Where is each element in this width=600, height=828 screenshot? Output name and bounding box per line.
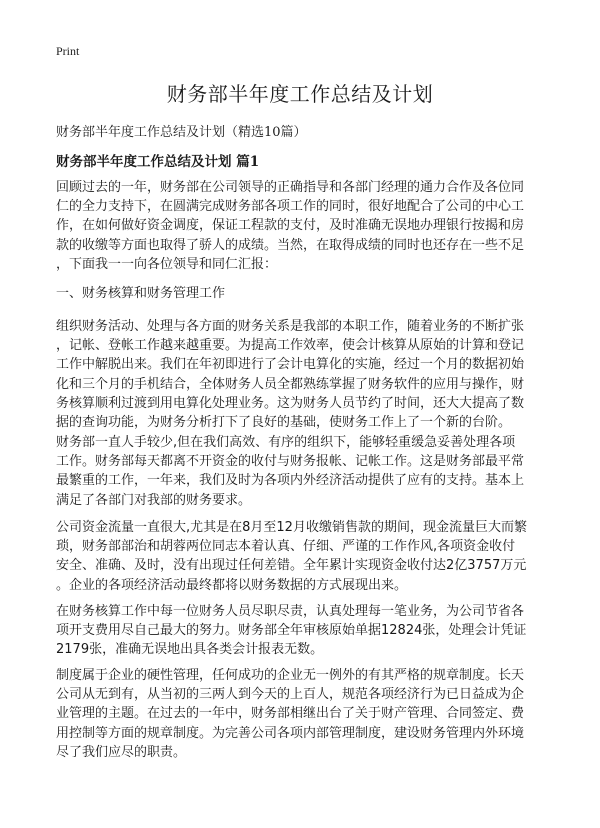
text-line: 款的收缴等方面也取得了骄人的成绩。当然，在取得成绩的同时也还存在一些不足: [56, 237, 525, 253]
paragraph-review: [56, 602, 554, 660]
text-line: ，记帐、登帐工作越来越重要。为提高工作效率，使会计核算从原始的计算和登记: [56, 338, 525, 354]
page-title: 财务部半年度工作总结及计划: [166, 82, 434, 106]
paragraph-cashflow: [56, 518, 554, 595]
text-line: 最繁重的工作，一年来，我们及时为各项内外经济活动提供了应有的支持。基本上: [56, 473, 525, 489]
text-line: 项开支费用尽自己最大的努力。财务部全年审核原始单据12824张，处理会计凭证: [56, 623, 527, 639]
text-line: 据的查询功能，为财务分析打下了良好的基础，使财务工作上了一个新的台阶。: [56, 415, 512, 431]
text-line: 尽了我们应尽的职责。: [56, 744, 187, 760]
text-line: 琐，财务部部治和胡蓉两位同志本着认真、仔细、严谨的工作作风,各项资金收付: [56, 539, 516, 555]
text-line: 满足了各部门对我部的财务要求。: [56, 492, 252, 508]
text-line: 回顾过去的一年，财务部在公司领导的正确指导和各部门经理的通力合作及各位同: [56, 180, 525, 195]
text-line: 在财务核算工作中每一位财务人员尽职尽责，认真处理每一笔业务，为公司节省各: [56, 604, 525, 619]
paragraph-regulations: [56, 666, 554, 762]
text-line: 制度属于企业的硬性管理，任何成功的企业无一例外的有其严格的规章制度。长天: [56, 668, 525, 683]
text-line: 仁的全力支持下，在圆满完成财务部各项工作的同时，很好地配合了公司的中心工: [56, 199, 525, 215]
text-line: 安全、准确、及时，没有出现过任何差错。全年累计实现资金收付达2亿3757万元: [56, 558, 527, 574]
paragraph-accounting: [56, 317, 554, 432]
text-line: 作，在如何做好资金调度，保证工程款的支付，及时准确无误地办理银行按揭和房: [56, 218, 525, 234]
text-line: 务核算顺利过渡到用电算化处理业务。这为财务人员节约了时间，还大大提高了数: [56, 395, 525, 411]
text-line: 公司从无到有，从当初的三两人到今天的上百人，规范各项经济行为已日益成为企: [56, 687, 525, 703]
text-line: 2179张，准确无误地出具各类会计报表无数。: [56, 642, 324, 658]
text-line: 公司资金流量一直很大,尤其是在8月至12月收缴销售款的期间，现金流量巨大而繁: [56, 520, 527, 535]
text-line: 一、财务核算和财务管理工作: [56, 286, 226, 301]
section-heading: 财务部半年度工作总结及计划 篇1: [56, 154, 260, 170]
document-subtitle: 财务部半年度工作总结及计划（精选10篇）: [56, 125, 307, 140]
text-line: 财务部一直人手较少,但在我们高效、有序的组织下，能够轻重缓急妥善处理各项: [56, 435, 516, 450]
text-line: 组织财务活动、处理与各方面的财务关系是我部的本职工作，随着业务的不断扩张: [56, 319, 525, 334]
paragraph-heading-finance: [56, 284, 554, 303]
text-line: ，下面我一一向各位领导和同仁汇报：: [56, 256, 278, 272]
text-line: 工作。财务部每天都离不开资金的收付与财务报帐、记帐工作。这是财务部最平常: [56, 454, 525, 470]
text-line: 用控制等方面的规章制度。为完善公司各项内部管理制度，建设财务管理内外环境: [56, 725, 525, 741]
paragraph-staffing: [56, 433, 554, 510]
text-line: 工作中解脱出来。我们在年初即进行了会计电算化的实施，经过一个月的数据初始: [56, 357, 525, 373]
print-link[interactable]: Print: [56, 44, 80, 58]
paragraph-intro: [56, 178, 554, 274]
text-line: 。企业的各项经济活动最终都将以财务数据的方式展现出来。: [56, 577, 408, 593]
text-line: 化和三个月的手机结合，全体财务人员全都熟练掌握了财务软件的应用与操作，财: [56, 376, 525, 392]
text-line: 业管理的主题。在过去的一年中，财务部相继出台了关于财产管理、合同签定、费: [56, 706, 525, 722]
